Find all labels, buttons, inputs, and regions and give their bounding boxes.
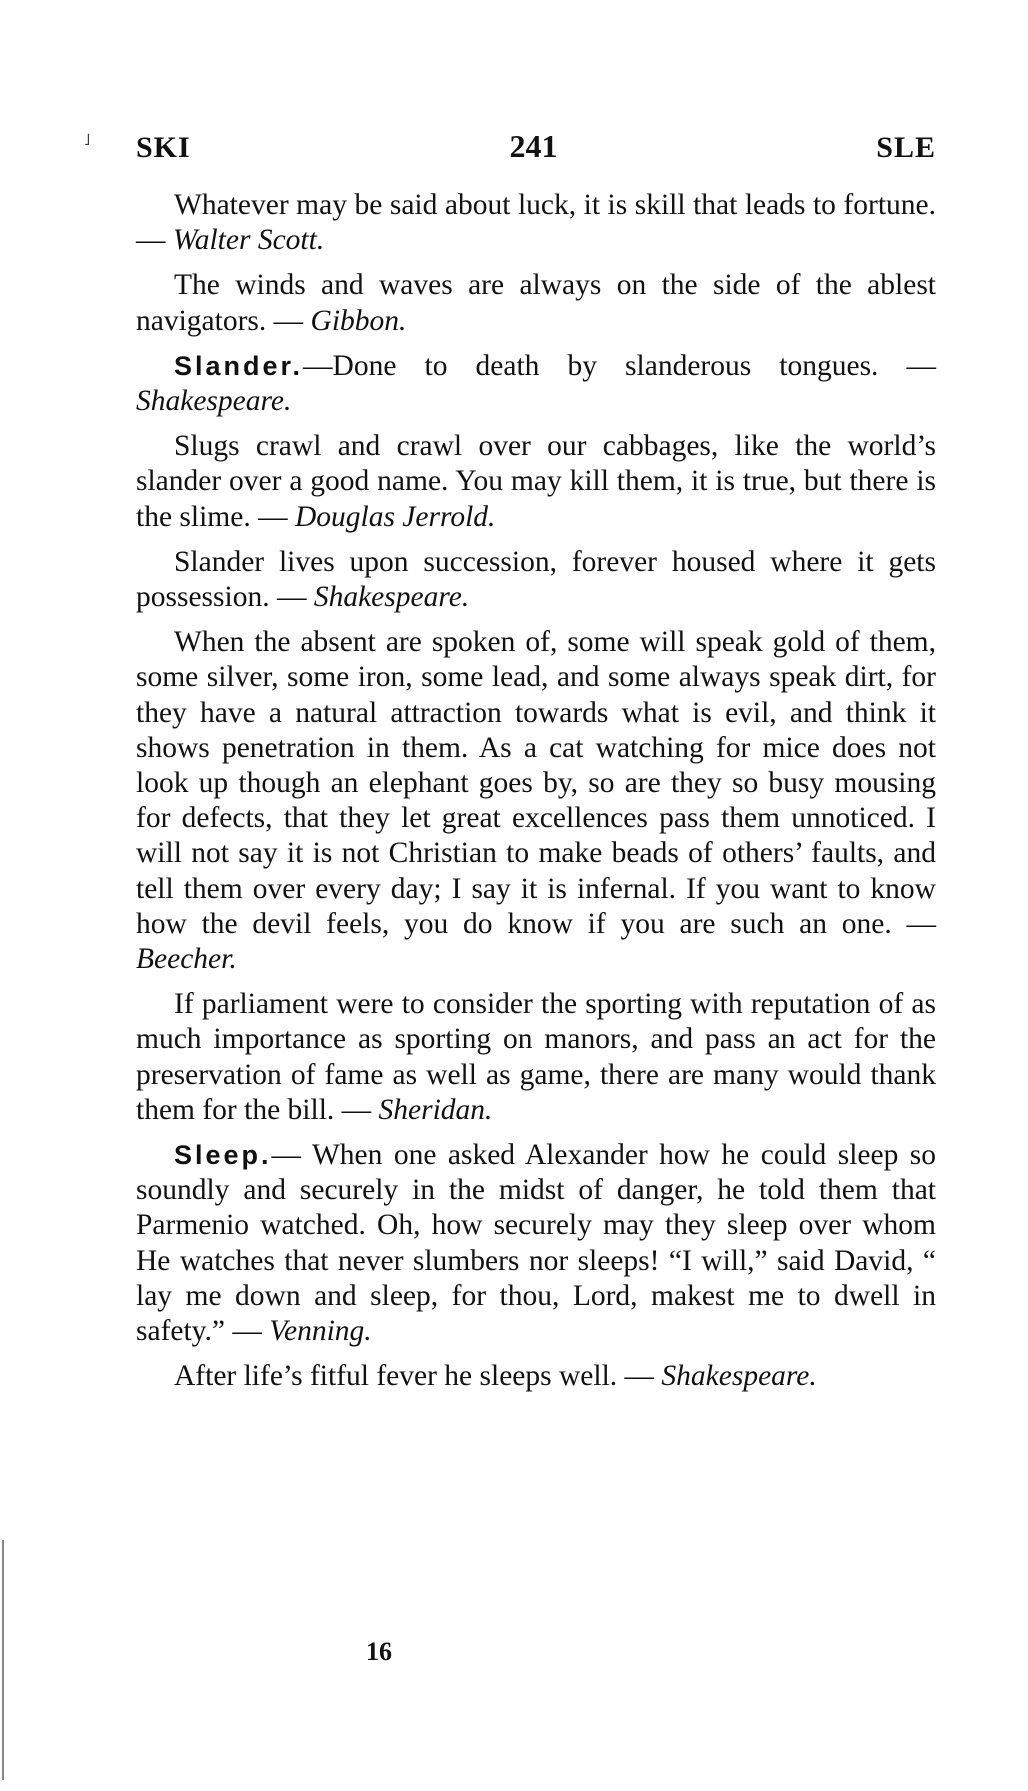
entry-source: Gibbon. — [310, 304, 407, 337]
quotation-list — [136, 188, 936, 1395]
quotation-entry — [136, 429, 936, 535]
entry-source: Venning. — [269, 1315, 372, 1348]
entry-text: The winds and waves are always on the side of the ablest navigators. — — [136, 269, 936, 337]
entry-text: — When one asked Alexander how he could sleep so soundly and securely in the midst of danger, he told them that Parmenio watched. Oh, how securely may they sleep over whom He watches that never slumbers nor sleeps! “I will,” said David, “ lay me down and sleep, for thou, Lord, makest me to dwell in safety.” — — [136, 1139, 936, 1348]
entry-source: Douglas Jerrold. — [294, 500, 496, 533]
entry-text: When the absent are spoken of, some will speak gold of them, some silver, some iron, some lead, and some always speak dirt, for they have a natural attraction towards what is evil, and think it shows penetration in them. As a cat watching for mice does not look up though an elephant goes by, so are they so busy mousing for defects, that they let great excellences pass them unnoticed. I will not say it is not Christian to make beads of others’ faults, and tell them over every day; I say it is infernal. If you want to know how the devil feels, you do know if you are such an one. — — [136, 626, 936, 940]
quotation-entry — [136, 625, 936, 977]
header-left: SKI — [136, 131, 191, 164]
entry-text: Slander lives upon succession, forever housed where it gets possession. — — [136, 545, 936, 614]
header-right: SLE — [876, 131, 936, 164]
signature-mark: 16 — [366, 1637, 392, 1666]
entry-keyword: Sleep. — [174, 1140, 272, 1171]
entry-source: Shakespeare. — [661, 1360, 817, 1393]
page-number: 241 — [509, 128, 558, 164]
entry-text: After life’s fitful fever he sleeps well. — — [174, 1360, 662, 1393]
entry-source: Walter Scott. — [172, 224, 325, 257]
entry-source: Sheridan. — [378, 1093, 493, 1126]
quotation-entry — [136, 188, 936, 258]
entry-keyword: Slander. — [174, 350, 304, 381]
entry-source: Shakespeare. — [313, 581, 470, 614]
quotation-entry — [136, 1359, 936, 1394]
entry-text: Whatever may be said about luck, it is skill that leads to fortune. — — [136, 189, 936, 257]
scan-edge-rule — [2, 1540, 4, 1780]
running-header — [136, 128, 936, 188]
entry-source: Shakespeare. — [136, 385, 292, 418]
entry-text: Slugs crawl and crawl over our cabbages, like the world’s slander over a good name. You may kill them, it is true, but there is the slime. — — [136, 430, 936, 533]
entry-text: —Done to death by slanderous tongues. — — [303, 349, 936, 382]
quotation-entry — [136, 987, 936, 1128]
entry-source: Beecher. — [136, 943, 237, 976]
margin-mark: ˩ — [84, 132, 91, 149]
quotation-entry — [136, 1138, 936, 1349]
page — [136, 128, 936, 1405]
quotation-entry — [136, 545, 936, 615]
entry-text: If parliament were to consider the sporting with reputation of as much importance as sporting on manors, and pass an act for the preservation of fame as well as game, there are many would thank them for the bill. — — [136, 988, 936, 1126]
quotation-entry — [136, 349, 936, 419]
quotation-entry — [136, 268, 936, 338]
